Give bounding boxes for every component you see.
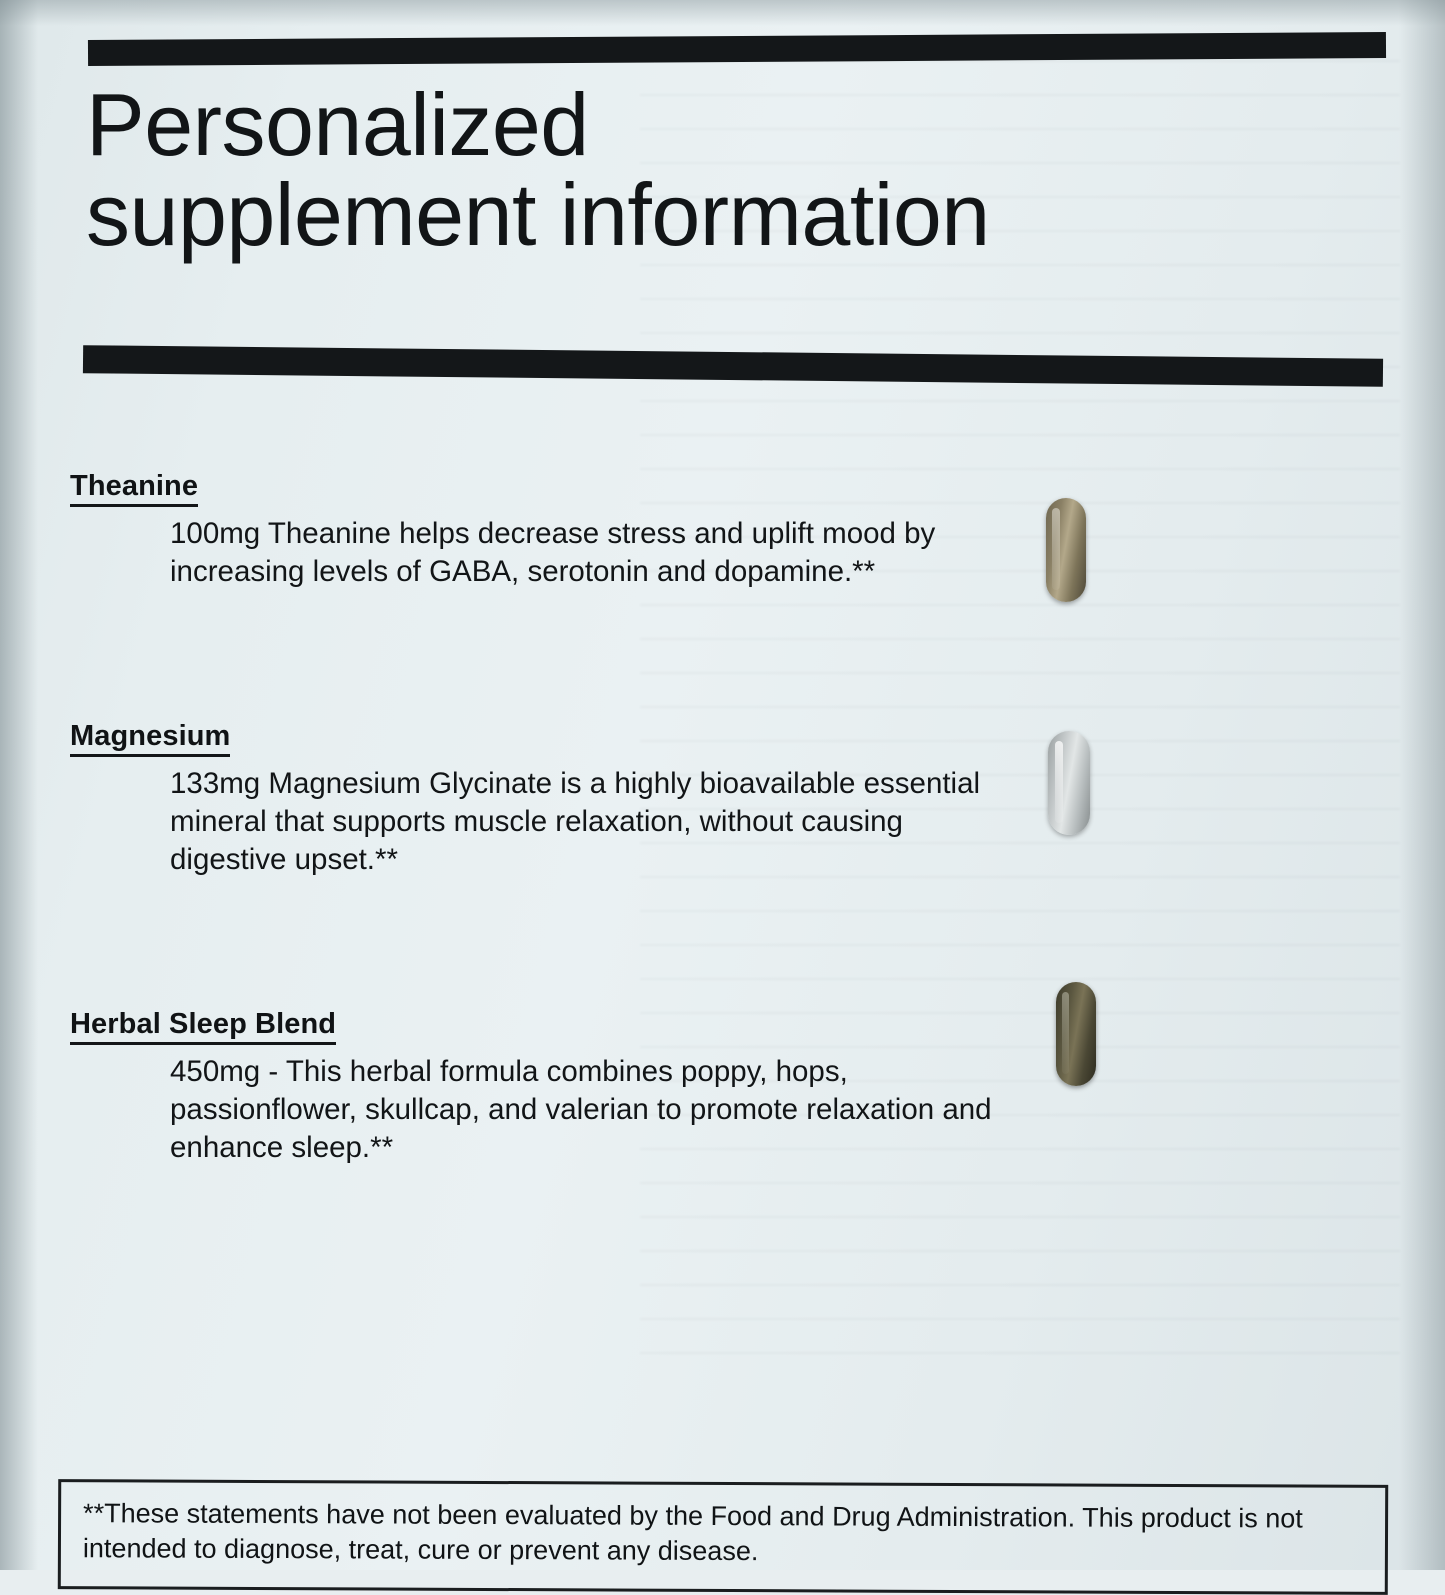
disclaimer-text: **These statements have not been evaluated by the Food and Drug Administration. This product is not intended to diagnose, treat, cure or prevent any disease.: [82, 1498, 1303, 1567]
page-title-line-1: Personalized: [86, 75, 589, 174]
page-title: [86, 75, 1376, 265]
supplement-description: 450mg - This herbal formula combines poppy, hops, passionflower, skullcap, and valerian to promote relaxation and enhance sleep.**: [170, 1054, 992, 1165]
supplement-name: Herbal Sleep Blend: [70, 1008, 336, 1045]
supplement-entry-theanine: [70, 470, 1070, 592]
capsule-icon-magnesium: [1048, 731, 1090, 835]
header-rule-top: [88, 32, 1386, 66]
supplement-name: Theanine: [70, 470, 198, 507]
page-edge-top: [0, 0, 1445, 26]
capsule-icon-theanine: [1046, 498, 1086, 602]
supplement-description: 100mg Theanine helps decrease stress and uplift mood by increasing levels of GABA, serotonin and dopamine.**: [170, 517, 936, 589]
page-edge-right: [1399, 0, 1445, 1570]
supplement-list: [70, 470, 1070, 1168]
supplement-entry-herbal-sleep-blend: [70, 1008, 1070, 1168]
disclaimer-box: [58, 1479, 1388, 1595]
supplement-entry-magnesium: [70, 720, 1070, 880]
header-rule-bottom: [83, 345, 1383, 387]
supplement-description: 133mg Magnesium Glycinate is a highly bioavailable essential mineral that supports muscle relaxation, without causing digestive upset.**: [170, 766, 981, 877]
supplement-name: Magnesium: [70, 720, 230, 757]
capsule-icon-herbal-sleep-blend: [1056, 982, 1096, 1086]
page-edge-left: [0, 0, 38, 1570]
page-title-line-2: supplement information: [86, 165, 990, 265]
